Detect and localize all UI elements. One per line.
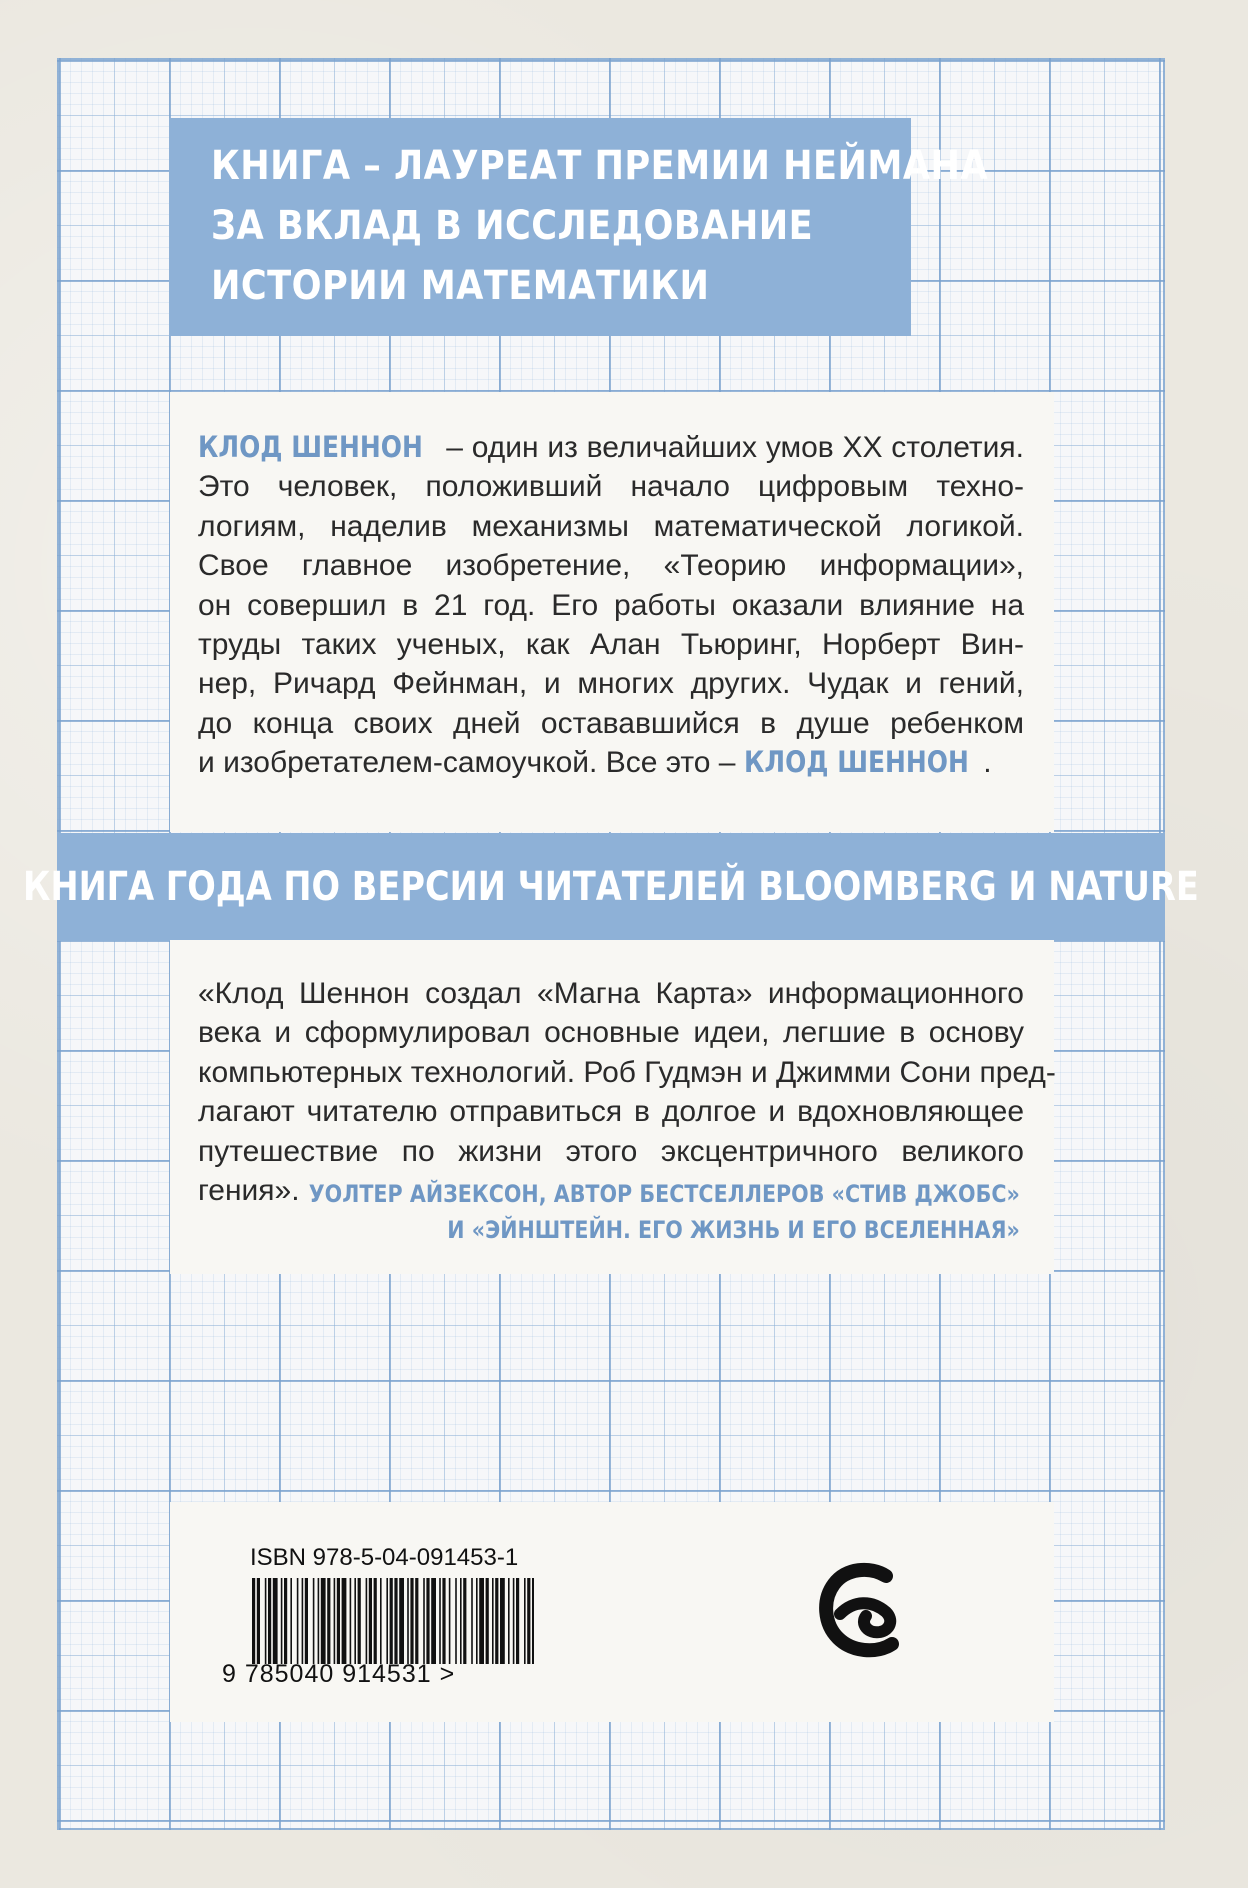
barcode-bar xyxy=(305,1578,308,1664)
barcode-bar xyxy=(460,1578,462,1664)
barcode-bar xyxy=(321,1578,326,1664)
barcode-bar xyxy=(407,1578,409,1664)
barcode-bar xyxy=(495,1578,498,1664)
barcode-bar xyxy=(500,1578,505,1664)
barcode-bar xyxy=(268,1578,271,1664)
barcode-bar xyxy=(390,1578,393,1664)
barcode-bar xyxy=(524,1578,526,1664)
barcode-bar xyxy=(297,1578,299,1664)
quote-text: «Клод Шеннон создал «Магна Карта» информационного века и сформулировал основные идеи, легшие в основу компьютерных технологий. Роб Гудмэн и Джимми Сони пред- лагают читателю отправиться в долгое и вдохновляющее путешествие по жизни этого эксцентричного великого гения». xyxy=(198,977,1056,1208)
isbn-number: ISBN 978-5-04-091453-1 xyxy=(250,1544,519,1571)
barcode-bar xyxy=(527,1578,530,1664)
barcode-bar xyxy=(476,1578,478,1664)
barcode-bar xyxy=(532,1578,534,1664)
book-of-year-text: КНИГА ГОДА ПО ВЕРСИИ ЧИТАТЕЛЕЙ BLOOMBERG И NATURE xyxy=(23,864,1199,910)
barcode-bar xyxy=(374,1578,377,1664)
barcode-bar xyxy=(313,1578,315,1664)
barcode-bar xyxy=(350,1578,352,1664)
barcode-bar xyxy=(439,1578,441,1664)
barcode-bar xyxy=(486,1578,489,1664)
barcode-bar xyxy=(431,1578,436,1664)
barcode-bar xyxy=(449,1578,451,1664)
barcode-bar xyxy=(426,1578,429,1664)
barcode-bar xyxy=(442,1578,445,1664)
barcode-bar xyxy=(516,1578,519,1664)
barcode-bar xyxy=(334,1578,336,1664)
award-line: ИСТОРИИ МАТЕМАТИКИ xyxy=(211,263,710,309)
quote-attribution: УОЛТЕР АЙЗЕКСОН, АВТОР БЕСТСЕЛЛЕРОВ «СТИВ ДЖОБС» И «ЭЙНШТЕЙН. ЕГО ЖИЗНЬ И ЕГО ВСЕЛЕННАЯ» xyxy=(308,1180,1021,1244)
barcode-bar xyxy=(380,1578,382,1664)
barcode-bar xyxy=(358,1578,361,1664)
barcode-bar xyxy=(318,1578,320,1664)
barcode-bar xyxy=(354,1578,356,1664)
barcode-bar xyxy=(265,1578,267,1664)
barcode-bar xyxy=(386,1578,388,1664)
barcode-bar xyxy=(342,1578,347,1664)
quote-panel xyxy=(170,940,1054,1274)
barcode-panel xyxy=(170,1502,1054,1722)
barcode-bar xyxy=(284,1578,287,1664)
description-panel xyxy=(170,392,1054,832)
barcode-bar xyxy=(327,1578,330,1664)
barcode-bar xyxy=(290,1578,292,1664)
award-banner xyxy=(169,118,989,336)
barcode-bar xyxy=(252,1578,255,1664)
barcode-bar xyxy=(337,1578,340,1664)
award-line: ЗА ВКЛАД В ИССЛЕДОВАНИЕ xyxy=(211,203,814,249)
book-of-year-banner xyxy=(23,833,1199,941)
barcode-image xyxy=(250,1578,534,1664)
award-line: КНИГА – ЛАУРЕАТ ПРЕМИИ НЕЙМАНА xyxy=(211,143,989,189)
barcode-bar xyxy=(399,1578,404,1664)
barcode-bar xyxy=(394,1578,397,1664)
barcode-bar xyxy=(479,1578,484,1664)
barcode-bar xyxy=(302,1578,304,1664)
barcode-bar xyxy=(369,1578,372,1664)
barcode-bar xyxy=(273,1578,278,1664)
barcode-bar xyxy=(455,1578,457,1664)
description-text: КЛОД ШЕННОН – один из величайших умов XX столетия. Это человек, положивший начало цифровым техно- логиям, наделив механизмы математической логикой. Свое главное изобретение, «Теорию информации», он совершил в 21 год. Его работы оказали влияние на труды таких ученых, как Алан Тьюринг, Норберт Вин- нер, Ричард Фейнман, и многих других. Чудак и гений, до конца своих дней остававшийся в душе ребенком и изобретателем-самоучкой. Все это – КЛОД ШЕННОН . xyxy=(198,428,1024,783)
barcode-bar xyxy=(257,1578,260,1664)
author-name-highlight: КЛОД ШЕННОН xyxy=(198,430,423,464)
barcode-bar xyxy=(492,1578,494,1664)
author-name-highlight: КЛОД ШЕННОН xyxy=(743,745,969,780)
barcode-bar xyxy=(513,1578,515,1664)
eksmo-logo-icon xyxy=(802,1554,922,1674)
barcode-digits: 9 785040 914531 > xyxy=(222,1660,456,1688)
barcode-bar xyxy=(366,1578,368,1664)
barcode-bar xyxy=(471,1578,473,1664)
barcode-bar xyxy=(508,1578,510,1664)
barcode-bar xyxy=(423,1578,425,1664)
barcode-bar xyxy=(410,1578,413,1664)
barcode-bar xyxy=(463,1578,466,1664)
barcode-bar xyxy=(415,1578,418,1664)
barcode-bar xyxy=(281,1578,283,1664)
